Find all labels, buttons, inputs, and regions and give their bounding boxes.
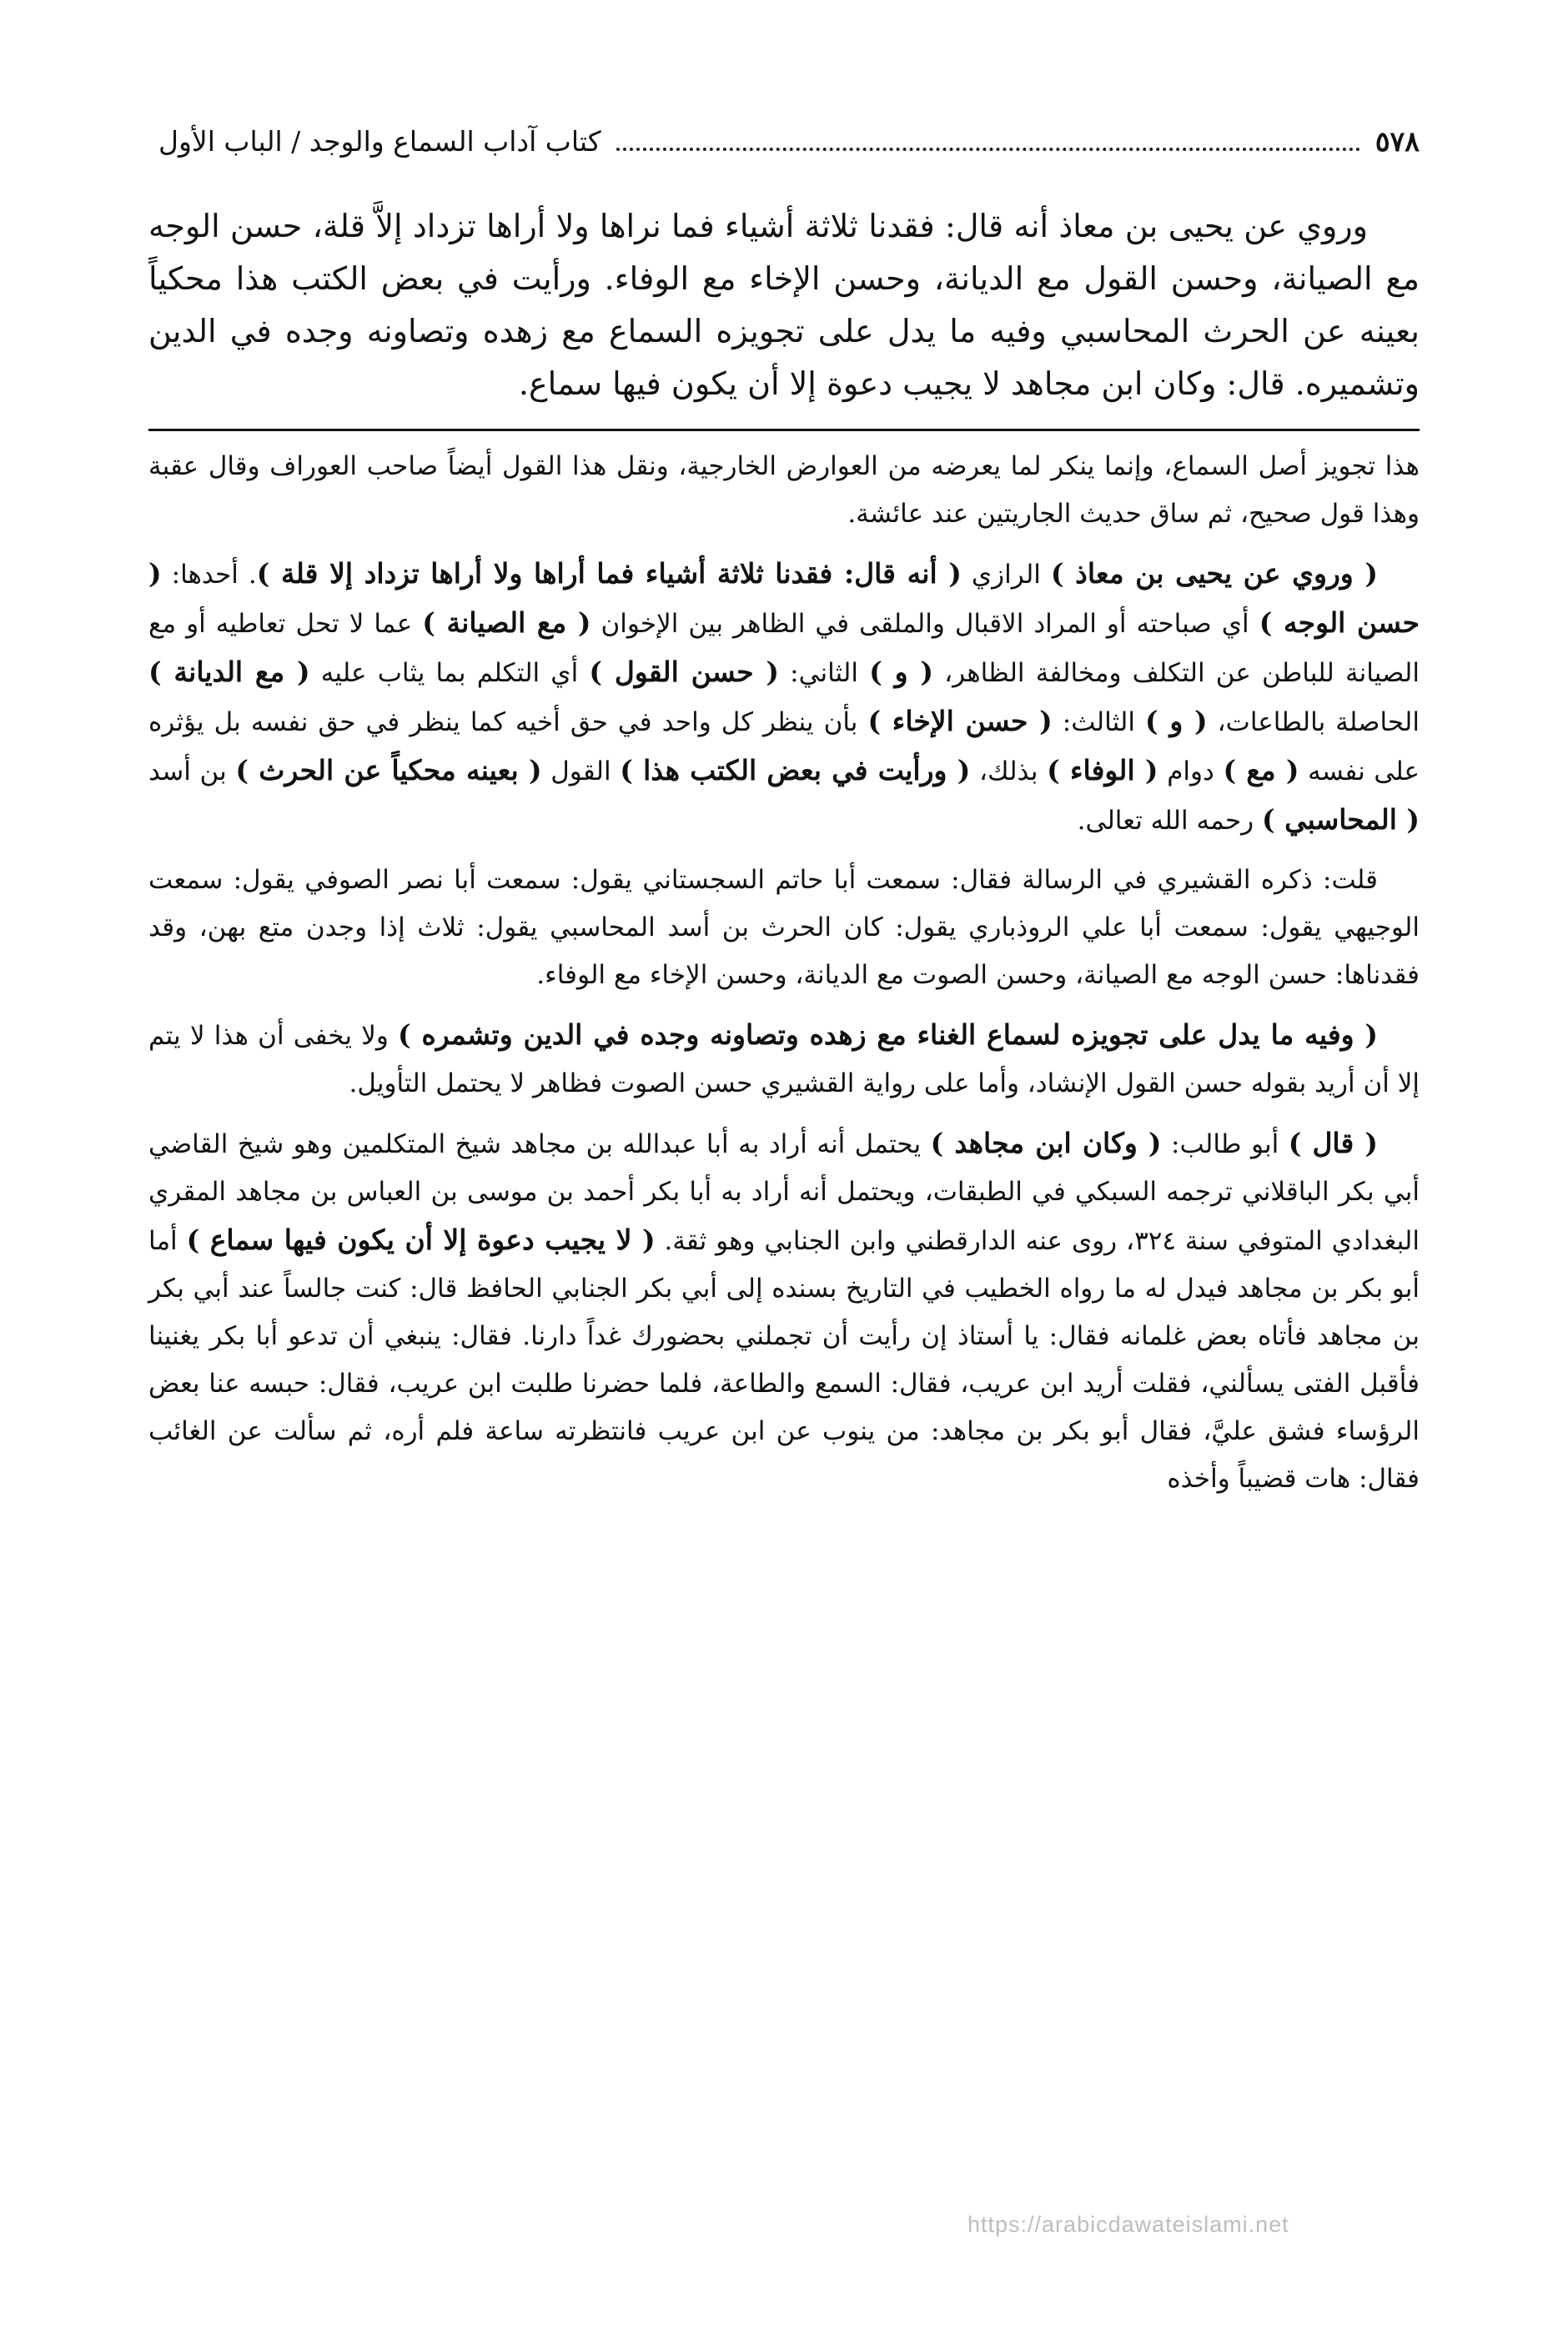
commentary-text: رحمه الله تعالى.	[1077, 806, 1263, 836]
commentary-text: الرازي	[961, 560, 1051, 590]
commentary-text: الحاصلة بالطاعات،	[1207, 707, 1420, 737]
commentary-paragraph-qushayri: قلت: ذكره القشيري في الرسالة فقال: سمعت أبا حاتم السجستاني يقول: سمعت أبا نصر الصوفي يقول: سمعت الوجيهي يقول: سمعت أبا علي الروذباري يقول: كان الحرث بن أسد المحاسبي يقول: ثلاث إذا وجدن متع بهن، وقد فقدناها: حسن الوجه مع الصيانة، وحسن الصوت مع الديانة، وحسن الإخاء مع الوفاء.	[148, 865, 1420, 990]
quoted-phrase: ( بعينه محكياً عن الحرث )	[235, 754, 542, 787]
commentary-text: دوام	[1158, 756, 1224, 787]
quoted-phrase: ( و )	[869, 656, 933, 688]
commentary-text: الثاني:	[778, 658, 870, 688]
quoted-phrase: ( مع الديانة )	[148, 656, 310, 688]
source-watermark: https://arabicdawateislami.net	[967, 2212, 1289, 2237]
main-text	[148, 200, 1420, 410]
quoted-phrase: ( أنه قال: فقدنا ثلاثة أشياء فما أراها ولا أراها تزداد إلا قلة )	[256, 557, 962, 590]
quoted-phrase: ( وكان ابن مجاهد )	[930, 1127, 1162, 1159]
commentary-paragraph-sama	[148, 1011, 1420, 1108]
commentary-text: أبو طالب:	[1161, 1129, 1289, 1159]
quoted-phrase: ( ورأيت في بعض الكتب هذا )	[620, 754, 971, 787]
header-dotted-leader	[616, 148, 1360, 151]
main-paragraph: وروي عن يحيى بن معاذ أنه قال: فقدنا ثلاثة أشياء فما نراها ولا أراها تزداد إلاَّ قلة، حسن الوجه مع الصيانة، وحسن القول مع الديانة، وحسن الإخاء مع الوفاء. ورأيت في بعض الكتب هذا محكياً بعينه عن الحرث المحاسبي وفيه ما يدل على تجويزه السماع مع زهده وتصاونه وجده في الدين وتشميره. قال: وكان ابن مجاهد لا يجيب دعوة إلا أن يكون فيها سماع.	[148, 208, 1420, 402]
quoted-phrase: ( وروي عن يحيى بن معاذ )	[1050, 557, 1378, 590]
page-number: ٥٧٨	[1375, 125, 1420, 158]
quoted-phrase: ( حسن القول )	[589, 656, 779, 688]
commentary-text: يحتمل أنه أراد به أبا عبدالله بن مجاهد شيخ المتكلمين وهو شيخ القاضي أبي بكر الباقلاني ترجمه السبكي في الطبقات، ويحتمل أنه أراد به أبا بكر أحمد بن موسى بن العباس بن مجاهد المقري البغدادي المتوفي سنة ٣٢٤، روى عنه الدارقطني وابن الجنابي وهو ثقة.	[148, 1129, 1420, 1256]
quoted-phrase: ( قال )	[1288, 1127, 1378, 1159]
commentary-text: القول	[541, 756, 621, 787]
commentary-text: بذلك،	[970, 756, 1048, 787]
quoted-phrase: ( و )	[1145, 705, 1208, 737]
quoted-phrase: ( مع )	[1223, 754, 1299, 787]
commentary-text: . أحدها:	[161, 560, 257, 590]
quoted-phrase: ( مع الصيانة )	[422, 606, 591, 639]
commentary-text: ولا يخفى أن هذا لا يتم إلا أن أريد بقوله حسن القول الإنشاد، وأما على رواية القشيري حسن الصوت فظاهر لا يحتمل التأويل.	[148, 1021, 1420, 1098]
quoted-phrase: ( لا يجيب دعوة إلا أن يكون فيها سماع )	[186, 1224, 656, 1256]
quoted-phrase: ( المحاسبي )	[1262, 803, 1420, 836]
commentary-paragraph-intro: هذا تجويز أصل السماع، وإنما ينكر لما يعرضه من العوارض الخارجية، ونقل هذا القول أيضاً صاحب العوراف وقال عقبة وهذا قول صحيح، ثم ساق حديث الجاريتين عند عائشة.	[148, 451, 1420, 529]
commentary-paragraph-yahya	[148, 550, 1420, 845]
commentary-text: بن أسد	[148, 756, 236, 787]
quoted-phrase: ( حسن الإخاء )	[867, 705, 1053, 737]
commentary-paragraph-ibn-mujahid	[148, 1119, 1420, 1503]
commentary-text: أما أبو بكر بن مجاهد فيدل له ما رواه الخطيب في التاريخ بسنده إلى أبي بكر الجنابي الحافظ قال: كنت جالساً عند أبي بكر بن مجاهد فأتاه بعض غلمانه فقال: يا أستاذ إن رأيت أن تجملني بحضورك غداً دارنا. فقال: ينبغي أن تدعو أبا بكر يغنينا فأقبل الفتى يسألني، فقلت أريد ابن عريب، فقال: السمع والطاعة، فلما حضرنا طلبت ابن عريب، فقال: حبسه عنا بعض الرؤساء فشق عليَّ، فقال أبو بكر بن مجاهد: من ينوب عن ابن عريب فانتظرته ساعة فلم أره، ثم سألت عن الغائب فقال: هات قضيباً وأخذه	[148, 1226, 1420, 1494]
commentary-text: عما لا تحل تعاطيه أو مع الصيانة للباطن عن التكلف ومخالفة الظاهر،	[148, 609, 1420, 688]
commentary-text: أي التكلم بما يثاب عليه	[309, 658, 590, 688]
commentary-text: أي صباحته أو المراد الاقبال والملقى في الظاهر بين الإخوان	[591, 609, 1259, 639]
page-header	[148, 125, 1420, 168]
commentary	[148, 443, 1420, 1503]
quoted-phrase: ( وفيه ما يدل على تجويزه لسماع الغناء مع زهده وتصاونه وجده في الدين وتشمره )	[398, 1018, 1379, 1051]
quoted-phrase: ( الوفاء )	[1047, 754, 1158, 787]
running-title: كتاب آداب السماع والوجد / الباب الأول	[158, 125, 601, 158]
separator-rule	[148, 429, 1420, 431]
quoted-phrase: ( حسن الوجه )	[148, 557, 1420, 639]
commentary-text: بأن ينظر كل واحد في حق أخيه كما ينظر في حق نفسه بل يؤثره على نفسه	[148, 707, 1420, 787]
commentary-text: الثالث:	[1052, 707, 1146, 737]
